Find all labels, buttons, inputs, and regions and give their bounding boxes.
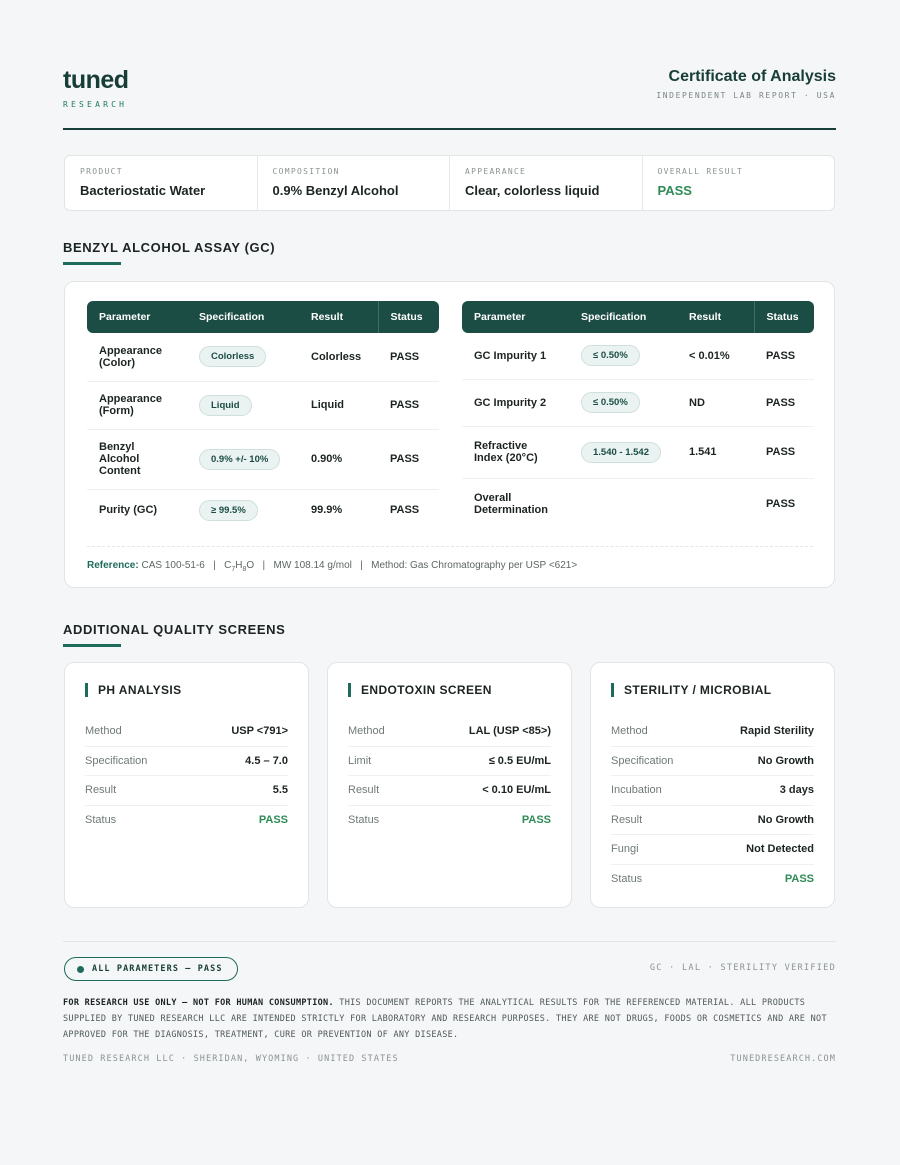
- verification-note: GC · LAL · STERILITY VERIFIED: [649, 963, 836, 973]
- footer-divider: [63, 941, 836, 942]
- specification-pill: ≤ 0.50%: [581, 392, 640, 413]
- badge-label: ALL PARAMETERS — PASS: [92, 964, 223, 974]
- summary-label: OVERALL RESULT: [657, 167, 744, 176]
- summary-value: Bacteriostatic Water: [80, 183, 206, 198]
- card-rows: [611, 717, 814, 894]
- specification-pill: 1.540 - 1.542: [581, 442, 661, 463]
- document-subtitle: INDEPENDENT LAB REPORT · USA: [656, 91, 836, 100]
- card-rows: [348, 717, 551, 835]
- list-item: Result 5.5: [85, 776, 288, 806]
- summary-label: PRODUCT: [80, 167, 123, 176]
- status-cell: PASS: [378, 381, 439, 429]
- card-title: PH ANALYSIS: [85, 683, 288, 697]
- parameter-cell: Appearance (Form): [87, 381, 187, 429]
- list-item: Specification 4.5 – 7.0: [85, 747, 288, 777]
- list-item: Result < 0.10 EU/mL: [348, 776, 551, 806]
- list-item: Fungi Not Detected: [611, 835, 814, 865]
- list-item: Specification No Growth: [611, 747, 814, 777]
- reference-formula: $C_7H_8O$: [224, 560, 255, 573]
- result-cell: 99.9%: [311, 504, 343, 517]
- assay-card: [64, 281, 835, 588]
- parameter-cell: GC Impurity 2: [462, 379, 569, 426]
- column-header-parameter: Parameter: [87, 301, 187, 333]
- assay-section-title: BENZYL ALCOHOL ASSAY (GC): [63, 240, 276, 255]
- list-item: Method Rapid Sterility: [611, 717, 814, 747]
- summary-overall-result: [643, 156, 835, 210]
- parameter-cell: Appearance (Color): [87, 333, 187, 381]
- specification-cell: [569, 379, 677, 426]
- card-title: STERILITY / MICROBIAL: [611, 683, 814, 697]
- status-cell: PASS: [754, 379, 814, 426]
- card-title: ENDOTOXIN SCREEN: [348, 683, 551, 697]
- assay-reference-divider: [87, 546, 813, 547]
- status-cell: PASS: [378, 333, 439, 381]
- overall-result-value: PASS: [657, 183, 692, 198]
- column-header-result: Result: [677, 301, 754, 333]
- status-value: PASS: [521, 814, 551, 827]
- company-address: TUNED RESEARCH LLC · SHERIDAN, WYOMING · UNITED STATES: [63, 1054, 399, 1064]
- disclaimer: [63, 995, 836, 1043]
- list-item: Status PASS: [348, 814, 551, 827]
- specification-pill: ≤ 0.50%: [581, 345, 640, 366]
- table-row: [462, 333, 814, 379]
- parameter-cell: Overall Determination: [474, 492, 548, 517]
- quality-section-title: ADDITIONAL QUALITY SCREENS: [63, 622, 286, 637]
- table-header-row: [87, 301, 439, 333]
- column-header-status: Status: [378, 301, 439, 333]
- list-item: Result No Growth: [611, 806, 814, 836]
- specification-pill: Colorless: [199, 346, 266, 367]
- assay-table-right: [462, 301, 814, 530]
- summary-appearance: [450, 156, 643, 210]
- card-rows: [85, 717, 288, 835]
- specification-cell: [187, 381, 299, 429]
- summary-composition: [258, 156, 451, 210]
- list-item: Incubation 3 days: [611, 776, 814, 806]
- result-cell: Colorless: [299, 333, 378, 381]
- status-cell: PASS: [766, 498, 796, 511]
- table-row: [462, 379, 814, 426]
- result-cell: 0.90%: [299, 429, 378, 489]
- reference-label: Reference:: [87, 560, 139, 571]
- list-item: Status PASS: [611, 873, 814, 886]
- table-header-row: [462, 301, 814, 333]
- specification-pill: 0.9% +/- 10%: [199, 449, 280, 470]
- brand-logo-name: tuned: [63, 66, 129, 94]
- table-row: [462, 426, 814, 478]
- list-item: Method USP <791>: [85, 717, 288, 747]
- column-header-specification: Specification: [569, 301, 677, 333]
- assay-reference-line: Reference: CAS 100-51-6 | $C_7H_8O$ | MW 108.14 g/mol | Method: Gas Chromatography per USP <621>: [87, 560, 578, 573]
- website-link[interactable]: TUNEDRESEARCH.COM: [730, 1054, 836, 1064]
- quality-title-underline: [63, 644, 121, 647]
- status-value: PASS: [784, 873, 814, 886]
- ph-analysis-card: [64, 662, 309, 908]
- specification-cell: [187, 489, 299, 531]
- status-cell: PASS: [754, 426, 814, 478]
- table-row: [87, 429, 439, 489]
- reference-method: Method: Gas Chromatography per USP <621>: [371, 560, 578, 571]
- document-title: Certificate of Analysis: [668, 68, 836, 85]
- list-item: Status PASS: [85, 814, 288, 827]
- specification-cell: [569, 478, 677, 530]
- reference-cas: CAS 100-51-6: [141, 560, 205, 571]
- summary-label: APPEARANCE: [465, 167, 527, 176]
- disclaimer-heading: FOR RESEARCH USE ONLY — NOT FOR HUMAN CONSUMPTION.: [63, 998, 334, 1008]
- result-cell: Liquid: [299, 381, 378, 429]
- summary-label: COMPOSITION: [272, 167, 340, 176]
- column-header-status: Status: [754, 301, 814, 333]
- disclaimer-text: THIS DOCUMENT REPORTS THE ANALYTICAL RESULTS FOR THE REFERENCED MATERIAL. ALL PRODUCTS SUPPLIED BY TUNED RESEARCH LLC ARE INTENDED STRICTLY FOR LABORATORY AND RESEARCH PURPOSES. THEY ARE NOT DRUGS, FOODS OR COSMETICS AND ARE NOT APPROVED FOR THE DIAGNOSIS, TREATMENT, CURE OR PREVENTION OF ANY DISEASE.: [63, 998, 827, 1040]
- result-cell: ND: [677, 379, 754, 426]
- result-cell: < 0.01%: [677, 333, 754, 379]
- column-header-parameter: Parameter: [462, 301, 569, 333]
- column-header-result: Result: [299, 301, 378, 333]
- parameter-cell: Refractive Index (20°C): [462, 426, 569, 478]
- result-cell: 1.541: [677, 426, 754, 478]
- product-summary: [64, 155, 835, 211]
- parameter-cell: Purity (GC): [99, 504, 158, 517]
- reference-mw: MW 108.14 g/mol: [273, 560, 352, 571]
- parameter-cell: GC Impurity 1: [462, 333, 569, 379]
- assay-table-left: [87, 301, 439, 531]
- table-row: [87, 381, 439, 429]
- status-value: PASS: [258, 814, 288, 827]
- endotoxin-screen-card: [327, 662, 572, 908]
- column-header-specification: Specification: [187, 301, 299, 333]
- header-divider: [63, 128, 836, 130]
- specification-cell: [187, 429, 299, 489]
- summary-value: 0.9% Benzyl Alcohol: [272, 183, 399, 198]
- specification-cell: [569, 426, 677, 478]
- report-header: [63, 66, 836, 130]
- table-row: [87, 333, 439, 381]
- summary-value: Clear, colorless liquid: [465, 183, 600, 198]
- status-dot-icon: [77, 966, 84, 973]
- specification-cell: [187, 333, 299, 381]
- status-cell: PASS: [754, 333, 814, 379]
- status-cell: PASS: [378, 429, 439, 489]
- specification-pill: Liquid: [199, 395, 252, 416]
- summary-product: [65, 156, 258, 210]
- table-row: [462, 478, 814, 530]
- assay-title-underline: [63, 262, 121, 265]
- status-cell: PASS: [390, 504, 420, 517]
- sterility-microbial-card: [590, 662, 835, 908]
- specification-cell: [569, 333, 677, 379]
- specification-pill: ≥ 99.5%: [199, 500, 258, 521]
- table-row: [87, 489, 439, 531]
- all-pass-badge: [64, 957, 238, 981]
- result-cell: [677, 478, 754, 530]
- list-item: Method LAL (USP <85>): [348, 717, 551, 747]
- parameter-cell: Benzyl Alcohol Content: [87, 429, 187, 489]
- list-item: Limit ≤ 0.5 EU/mL: [348, 747, 551, 777]
- brand-logo-sub: RESEARCH: [63, 100, 128, 109]
